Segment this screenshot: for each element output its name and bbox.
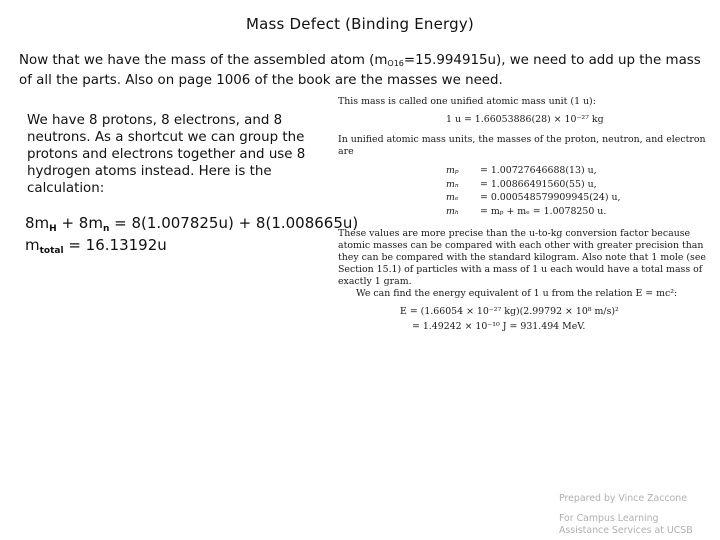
equation-total-mass [25, 236, 167, 256]
intro-text-after: =15.994915u), we need to add up the mass of all the parts. Also on page 1006 of the book are the masses we need. [19, 53, 701, 88]
book-excerpt [338, 96, 710, 334]
mass-symbol: mₙ [446, 178, 459, 190]
eq2-term-c: = 16.13192u [63, 236, 167, 254]
book-para-energy: We can find the energy equivalent of 1 u from the relation E = mc²: [356, 288, 678, 299]
book-amu-value: 1 u = 1.66053886(28) × 10⁻²⁷ kg [446, 114, 604, 125]
credit-organization [559, 513, 693, 537]
mass-value: = mₚ + mₑ = 1.0078250 u. [480, 205, 607, 217]
eq2-sub-total: total [39, 246, 64, 256]
eq1-sub-n: n [102, 224, 110, 234]
explanation-text: We have 8 protons, 8 electrons, and 8 neutrons. As a shortcut we can group the protons and electrons together and use 8 hydrogen atoms instead. Here is the calculation: [27, 113, 306, 196]
book-line-amu: This mass is called one unified atomic mass unit (1 u): [338, 96, 596, 107]
credit-org-line2: Assistance Services at UCSB [559, 525, 693, 536]
eq1-term-a: 8m [25, 214, 50, 232]
mass-row [446, 205, 710, 219]
equation-sum-masses [25, 214, 358, 234]
slide-title: Mass Defect (Binding Energy) [246, 15, 474, 33]
intro-subscript: O16 [387, 59, 404, 68]
credit-author: Prepared by Vince Zaccone [559, 493, 688, 504]
credit-org-line1: For Campus Learning [559, 513, 659, 524]
eq1-term-b: + 8m [56, 214, 103, 232]
eq1-sub-h: H [49, 224, 57, 234]
book-calc-line2: = 1.49242 × 10⁻¹⁰ J = 931.494 MeV. [412, 321, 586, 332]
mass-row [446, 191, 710, 205]
book-para-precision: These values are more precise than the u-to-kg conversion factor because atomic masses can be compared with each other with greater precision than they can be compared with the standard kilogram. Also note that 1 mole (see Section 15.1) of particles with a mass of 1 u each would have a total mass of exactly 1 gram. [338, 228, 706, 287]
eq2-term-a: m [25, 236, 40, 254]
book-para-masses: In unified atomic mass units, the masses of the proton, neutron, and electron are [338, 134, 706, 157]
mass-symbol: mₚ [446, 165, 459, 176]
mass-row [446, 164, 710, 178]
intro-paragraph [19, 52, 709, 89]
intro-text-before: Now that we have the mass of the assembled atom (m [19, 53, 388, 68]
mass-row [446, 178, 710, 192]
mass-value: = 1.00866491560(55) u, [480, 178, 597, 190]
eq1-term-c: = 8(1.007825u) + 8(1.008665u) [109, 214, 359, 232]
mass-value: = 1.00727646688(13) u, [480, 165, 597, 176]
mass-symbol: mₕ [446, 205, 459, 217]
mass-value: = 0.000548579909945(24) u, [480, 192, 621, 203]
mass-symbol: mₑ [446, 192, 459, 203]
book-calc-line1: E = (1.66054 × 10⁻²⁷ kg)(2.99792 × 10⁸ m/s)² [400, 306, 619, 317]
